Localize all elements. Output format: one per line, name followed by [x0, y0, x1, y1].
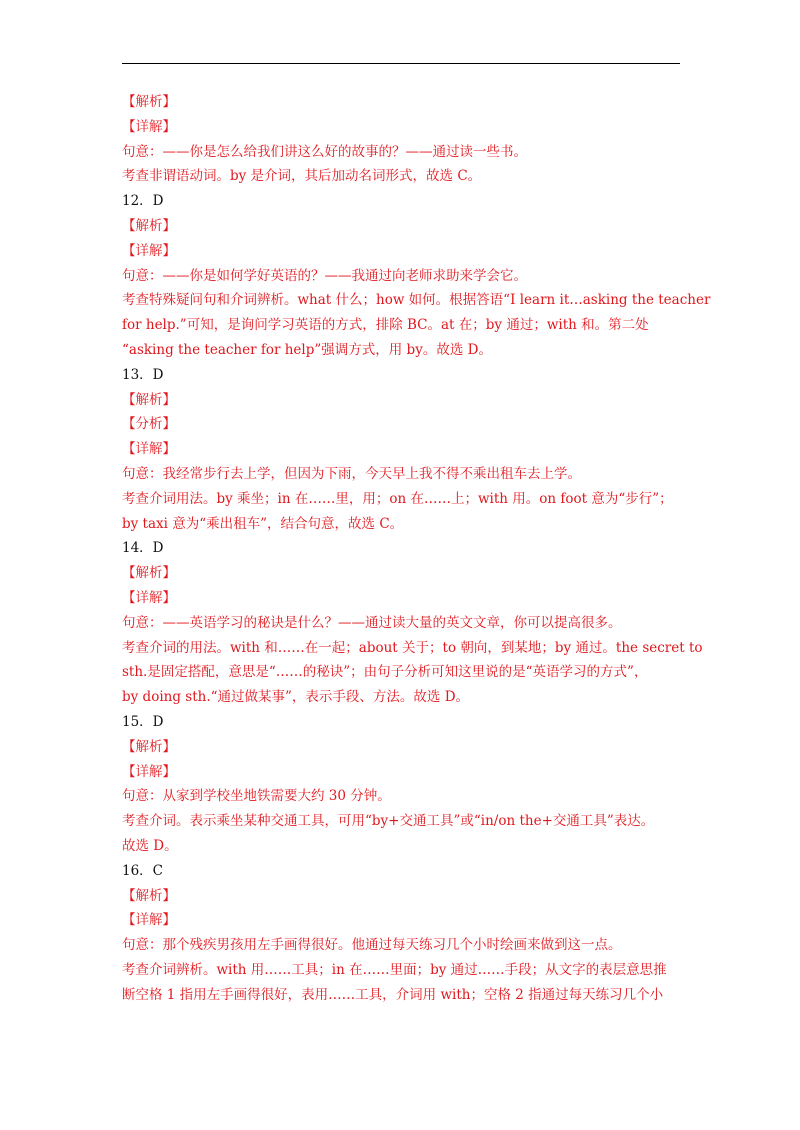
- explanation-line: 【解析】: [122, 887, 176, 904]
- explanation-line: 【详解】: [122, 242, 176, 259]
- explanation-line: 【详解】: [122, 912, 176, 929]
- explanation-line: 句意：——你是如何学好英语的？——我通过向老师求助来学会它。: [122, 267, 527, 284]
- explanation-line: 【详解】: [122, 763, 176, 780]
- explanation-line: 【解析】: [122, 565, 176, 582]
- explanation-line: 故选 D。: [122, 837, 178, 854]
- explanation-line: 【详解】: [122, 441, 176, 458]
- explanation-line: 【解析】: [122, 738, 176, 755]
- explanation-line: 【解析】: [122, 217, 176, 234]
- document-body: [122, 90, 711, 1007]
- explanation-line: 句意：——你是怎么给我们讲这么好的故事的？——通过读一些书。: [122, 143, 527, 160]
- question-answer-line: 14．D: [122, 540, 164, 557]
- question-answer-line: 16．C: [122, 862, 164, 879]
- explanation-line: 【分析】: [122, 416, 176, 433]
- explanation-line: 【详解】: [122, 118, 176, 135]
- header-rule: [122, 63, 680, 64]
- question-answer-line: 12．D: [122, 193, 164, 210]
- explanation-line: 【解析】: [122, 94, 176, 110]
- question-answer-line: 15．D: [122, 713, 164, 730]
- explanation-line: 考查非谓语动词。by 是介词，其后加动名词形式，故选 C。: [122, 168, 482, 185]
- explanation-line: 句意：那个残疾男孩用左手画得很好。他通过每天练习几个小时绘画来做到这一点。: [122, 937, 622, 954]
- explanation-line: by doing sth.“通过做某事”，表示手段、方法。故选 D。: [122, 689, 470, 706]
- explanation-line: 句意：——英语学习的秘诀是什么？——通过读大量的英文文章，你可以提高很多。: [122, 614, 622, 631]
- explanation-line: 句意：从家到学校坐地铁需要大约 30 分钟。: [122, 788, 391, 805]
- explanation-line: 【解析】: [122, 391, 176, 408]
- explanation-line: 考查介词用法。by 乘坐；in 在……里，用；on 在……上；with 用。on foot 意为“步行”；: [122, 490, 673, 507]
- explanation-line: 考查介词辨析。with 用……工具；in 在……里面；by 通过……手段；从文字的表层意思推: [122, 961, 667, 978]
- explanation-line: for help.”可知，是询问学习英语的方式，排除 BC。at 在；by 通过；with 和。第二处: [122, 317, 649, 334]
- explanation-line: 考查介词的用法。with 和……在一起；about 关于；to 朝向，到某地；by 通过。the secret to: [122, 639, 703, 656]
- explanation-line: 【详解】: [122, 589, 176, 606]
- explanation-line: by taxi 意为“乘出租车”，结合句意，故选 C。: [122, 515, 404, 532]
- explanation-line: 断空格 1 指用左手画得很好，表用……工具，介词用 with；空格 2 指通过每天练习几个小: [122, 986, 664, 1003]
- explanation-line: sth.是固定搭配，意思是“……的秘诀”；由句子分析可知这里说的是“英语学习的方式”，: [122, 664, 648, 681]
- explanation-line: 考查特殊疑问句和介词辨析。what 什么；how 如何。根据答语“I learn it…asking the teacher: [122, 292, 711, 309]
- question-answer-line: 13．D: [122, 366, 164, 383]
- explanation-line: “asking the teacher for help”强调方式，用 by。故选 D。: [122, 341, 492, 358]
- explanation-line: 考查介词。表示乘坐某种交通工具，可用“by+交通工具”或“in/on the+交通工具”表达。: [122, 813, 655, 830]
- explanation-line: 句意：我经常步行去上学，但因为下雨，今天早上我不得不乘出租车去上学。: [122, 465, 581, 482]
